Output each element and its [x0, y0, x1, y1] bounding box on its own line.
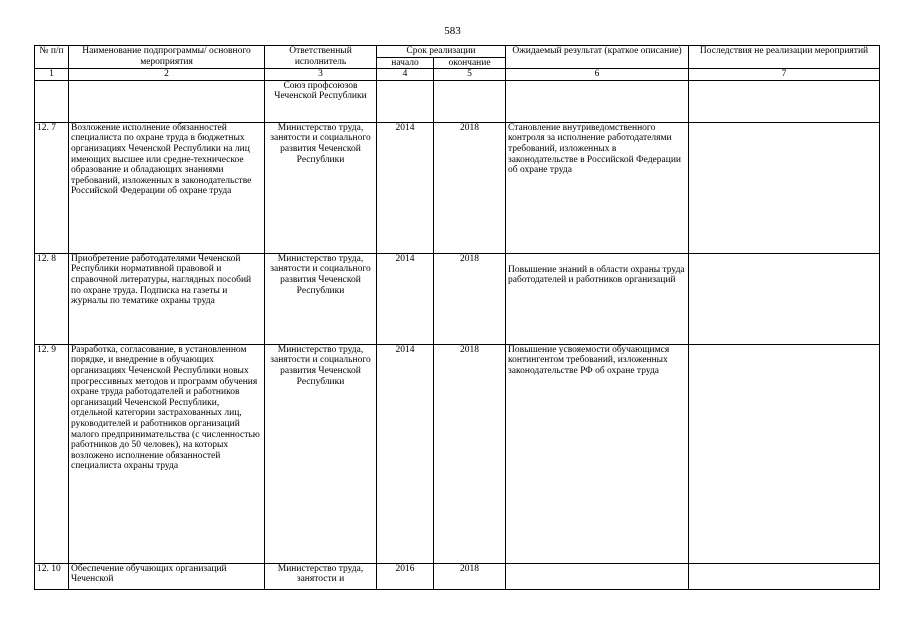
column-number: 4 [377, 69, 434, 81]
responsible-executor: Союз профсоюзов Чеченской Республики [265, 80, 377, 122]
consequences [689, 253, 880, 344]
responsible-executor: Министерство труда, занятости и социального развития Чеченской Республики [265, 122, 377, 253]
activity-name [69, 80, 265, 122]
header-responsible: Ответственный исполнитель [265, 46, 377, 69]
expected-result: Становление внутриведомственного контроля за исполнение работодателями требований, изложенных в законодательстве в Российской Федерации об охране труда [506, 122, 689, 253]
header-no: № п/п [35, 46, 69, 69]
row-number [35, 80, 69, 122]
column-number-row [35, 69, 880, 81]
start-year: 2016 [377, 563, 434, 589]
table-row [35, 344, 880, 563]
start-year: 2014 [377, 344, 434, 563]
responsible-executor: Министерство труда, занятости и социального развития Чеченской Республики [265, 253, 377, 344]
column-number: 2 [69, 69, 265, 81]
row-number: 12. 7 [35, 122, 69, 253]
expected-result [506, 80, 689, 122]
program-table [34, 45, 880, 590]
page-number: 583 [444, 25, 461, 37]
responsible-executor: Министерство труда, занятости и [265, 563, 377, 589]
consequences [689, 122, 880, 253]
start-year: 2014 [377, 122, 434, 253]
column-number: 3 [265, 69, 377, 81]
header-name: Наименование подпрограммы/ основного мероприятия [69, 46, 265, 69]
header-end: окончание [434, 57, 506, 69]
header-period: Срок реализации [377, 46, 506, 58]
start-year [377, 80, 434, 122]
header-row [35, 46, 880, 58]
end-year: 2018 [434, 563, 506, 589]
end-year: 2018 [434, 253, 506, 344]
table-row [35, 80, 880, 122]
column-number: 7 [689, 69, 880, 81]
end-year [434, 80, 506, 122]
expected-result: Повышение знаний в области охраны труда работодателей и работников организаций [506, 253, 689, 344]
table-row [35, 253, 880, 344]
column-number: 5 [434, 69, 506, 81]
column-number: 1 [35, 69, 69, 81]
end-year: 2018 [434, 344, 506, 563]
expected-result [506, 563, 689, 589]
row-number: 12. 10 [35, 563, 69, 589]
activity-name: Обеспечение обучающих организаций Чеченской [69, 563, 265, 589]
start-year: 2014 [377, 253, 434, 344]
consequences [689, 563, 880, 589]
column-number: 6 [506, 69, 689, 81]
consequences [689, 344, 880, 563]
table-row [35, 122, 880, 253]
header-start: начало [377, 57, 434, 69]
responsible-executor: Министерство труда, занятости и социального развития Чеченской Республики [265, 344, 377, 563]
expected-result: Повышение усвояемости обучающимся контингентом требований, изложенных законодательстве РФ об охране труда [506, 344, 689, 563]
activity-name: Приобретение работодателями Чеченской Республики нормативной правовой и справочной литературы, наглядных пособий по охране труда. Подписка на газеты и журналы по тематике охраны труда [69, 253, 265, 344]
row-number: 12. 9 [35, 344, 69, 563]
table-row [35, 563, 880, 589]
consequences [689, 80, 880, 122]
activity-name: Разработка, согласование, в установленном порядке, и внедрение в обучающих организациях Чеченской Республики новых прогрессивных методов и программ обучения охране труда работодателей и работников организаций Чеченской Республики, отдельной категории застрахованных лиц, руководителей и работников организаций малого предпринимательства (с численностью работников до 50 человек), на которых возложено исполнение обязанностей специалиста охраны труда [69, 344, 265, 563]
end-year: 2018 [434, 122, 506, 253]
row-number: 12. 8 [35, 253, 69, 344]
header-result: Ожидаемый результат (краткое описание) [506, 46, 689, 69]
activity-name: Возложение исполнение обязанностей специалиста по охране труда в бюджетных организациях Чеченской Республики на лиц имеющих высшее или средне-техническое образование и обладающих знаниями требований, изложенных в законодательстве Российской Федерации об охране труда [69, 122, 265, 253]
header-consequences: Последствия не реализации мероприятий [689, 46, 880, 69]
